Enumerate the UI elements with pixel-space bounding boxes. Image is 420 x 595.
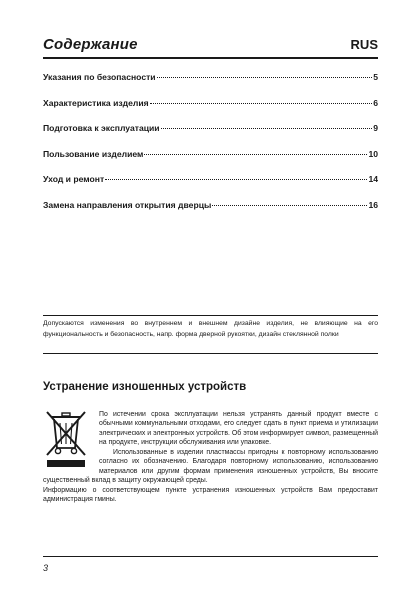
disposal-paragraph-2: Использованные в изделии пластмассы пригодны к повторному использованию согласно их обозначению. Благодаря повторному использованию, использованию материалов или другим формам применения изношенных устройств, Вы вносите существенный вклад в защиту окружающей среды. xyxy=(43,448,378,485)
toc-item[interactable] xyxy=(43,123,378,149)
toc-item[interactable] xyxy=(43,200,378,226)
table-of-contents xyxy=(43,72,378,225)
toc-item-page: 10 xyxy=(368,148,378,159)
toc-item[interactable] xyxy=(43,149,378,175)
toc-leader xyxy=(144,153,367,155)
toc-item-label: Указания по безопасности xyxy=(43,72,156,82)
toc-leader xyxy=(157,76,373,78)
disposal-paragraph-3: Информацию о соответствующем пункте устранения изношенных устройств Вам предоставит администрация гмины. xyxy=(43,486,378,504)
design-change-notice: Допускаются изменения во внутреннем и внешнем дизайне изделия, не влияющие на его функциональность и безопасность, напр. форма дверной рукоятки, дизайн стеклянной полки xyxy=(43,320,378,338)
page-number: 3 xyxy=(43,563,49,573)
language-code: RUS xyxy=(350,37,378,52)
toc-item[interactable] xyxy=(43,72,378,98)
toc-item[interactable] xyxy=(43,98,378,124)
toc-item-label: Замена направления открытия дверцы xyxy=(43,199,212,210)
toc-item-label: Подготовка к эксплуатации xyxy=(43,123,160,133)
toc-item[interactable] xyxy=(43,174,378,200)
notice-top-rule xyxy=(43,315,378,316)
toc-item-label: Характеристика изделия xyxy=(43,97,149,108)
toc-item-label: Уход и ремонт xyxy=(43,174,105,184)
toc-item-page: 9 xyxy=(373,123,378,133)
toc-item-page: 6 xyxy=(373,97,378,108)
toc-leader xyxy=(161,127,373,129)
page-title: Содержание xyxy=(43,36,138,53)
toc-leader xyxy=(105,178,367,180)
toc-leader xyxy=(150,102,373,104)
disposal-text xyxy=(43,410,378,505)
toc-leader xyxy=(212,204,367,206)
toc-item-page: 5 xyxy=(373,72,378,82)
disposal-paragraph-1: По истечении срока эксплуатации нельзя устранять данный продукт вместе с обычными коммунальными отходами, его следует сдать в пункт приема и утилизации электрических и электронных устройств. Об этом информирует символ, размещенный на продукте, инструкции обслуживания или упаковке. xyxy=(99,411,378,447)
notice-bottom-rule xyxy=(43,353,378,354)
toc-item-page: 16 xyxy=(368,199,378,210)
page-header xyxy=(43,36,378,56)
disposal-section-title: Устранение изношенных устройств xyxy=(43,381,247,393)
footer-rule xyxy=(43,556,378,557)
header-rule xyxy=(43,57,378,59)
toc-item-label: Пользование изделием xyxy=(43,148,144,159)
toc-item-page: 14 xyxy=(368,174,378,184)
